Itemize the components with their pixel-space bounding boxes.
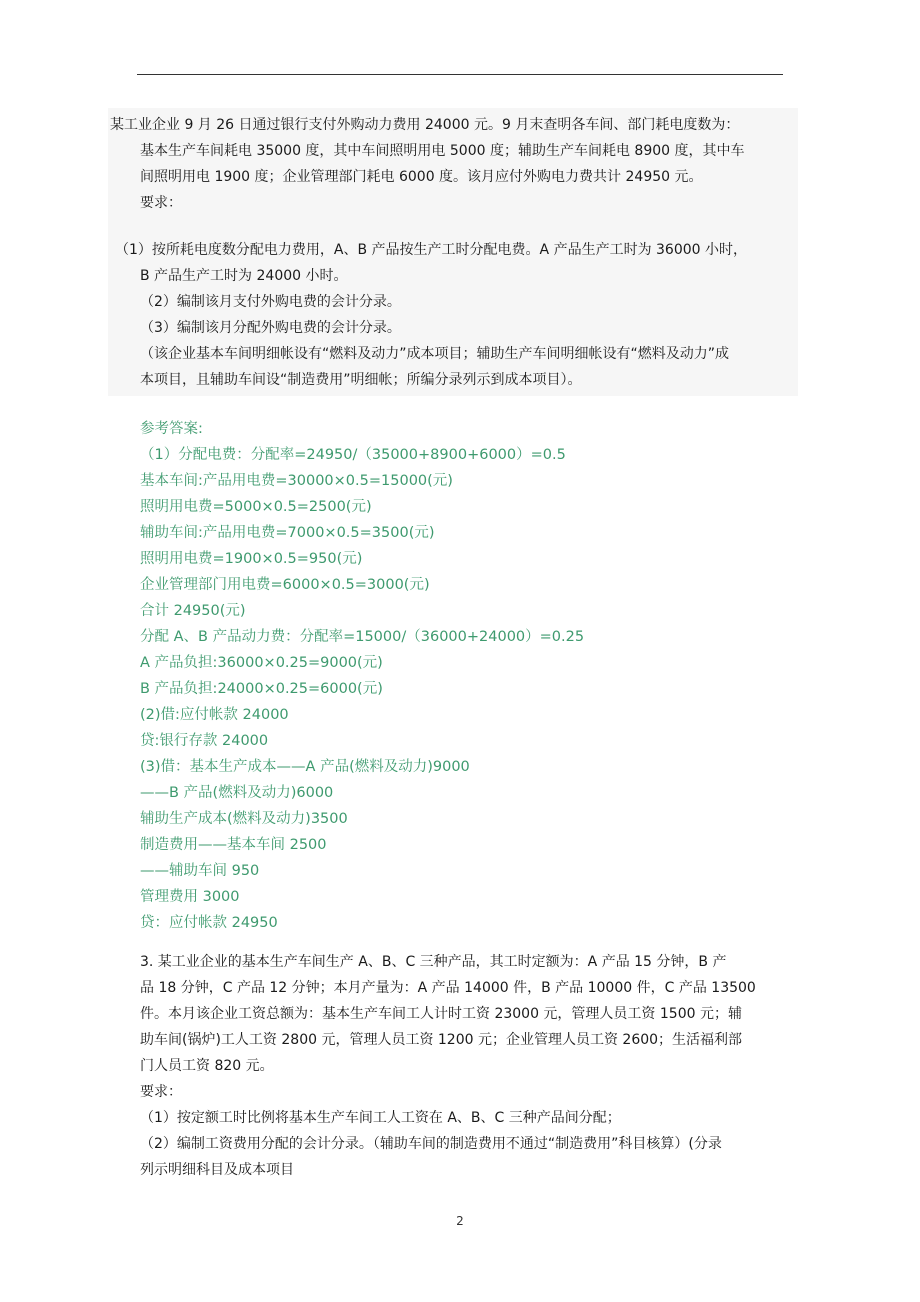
answer-line: 贷：应付帐款 24950 (140, 915, 278, 931)
answer-line: 照明用电费=1900×0.5=950(元) (140, 551, 363, 567)
problem-2-line: 某工业企业 9 月 26 日通过银行支付外购动力费用 24000 元。9 月末查明各车间、部门耗电度数为： (110, 117, 740, 133)
page-number: 2 (456, 1214, 464, 1228)
answer-line: 制造费用——基本车间 2500 (140, 837, 327, 853)
answer-line: 基本车间:产品用电费=30000×0.5=15000(元) (140, 473, 453, 489)
problem-3-line: 门人员工资 820 元。 (140, 1058, 274, 1074)
answer-line: ——B 产品(燃料及动力)6000 (140, 785, 334, 801)
problem-2-line: （2）编制该月支付外购电费的会计分录。 (140, 294, 401, 310)
problem-2-line: （3）编制该月分配外购电费的会计分录。 (140, 320, 401, 336)
problem-2-line: （该企业基本车间明细帐设有“燃料及动力”成本项目；辅助生产车间明细帐设有“燃料及动力”成 (140, 346, 730, 362)
answer-line: 分配 A、B 产品动力费：分配率=15000/（36000+24000）=0.25 (140, 629, 585, 645)
problem-3-line: 列示明细科目及成本项目 (140, 1162, 294, 1178)
problem-3-line: 品 18 分钟，C 产品 12 分钟；本月产量为：A 产品 14000 件，B 产品 10000 件，C 产品 13500 (140, 980, 756, 996)
problem-3-line: （1）按定额工时比例将基本生产车间工人工资在 A、B、C 三种产品间分配； (140, 1110, 621, 1126)
problem-2-line: 本项目，且辅助车间设“制造费用”明细帐；所编分录列示到成本项目）。 (140, 372, 582, 388)
problem-2-line: B 产品生产工时为 24000 小时。 (140, 268, 348, 284)
answer-line: 管理费用 3000 (140, 889, 240, 905)
header-rule (137, 74, 783, 75)
answer-line: 参考答案: (140, 421, 203, 437)
answer-line: （1）分配电费：分配率=24950/（35000+8900+6000）=0.5 (140, 447, 566, 463)
problem-3-line: 3. 某工业企业的基本生产车间生产 A、B、C 三种产品，其工时定额为：A 产品 15 分钟，B 产 (140, 954, 727, 970)
answer-line: B 产品负担:24000×0.25=6000(元) (140, 681, 383, 697)
answer-line: 辅助生产成本(燃料及动力)3500 (140, 811, 348, 827)
problem-3-line: 件。本月该企业工资总额为：基本生产车间工人计时工资 23000 元，管理人员工资 1500 元；辅 (140, 1006, 742, 1022)
answer-line: 贷:银行存款 24000 (140, 733, 269, 749)
problem-3-line: 助车间(锅炉)工人工资 2800 元，管理人员工资 1200 元；企业管理人员工资 2600；生活福利部 (140, 1032, 743, 1048)
problem-3-line: 要求： (140, 1084, 182, 1100)
answer-line: (2)借:应付帐款 24000 (140, 707, 289, 723)
answer-line: ——辅助车间 950 (140, 863, 260, 879)
problem-3-line: （2）编制工资费用分配的会计分录。（辅助车间的制造费用不通过“制造费用”科目核算）(分录 (140, 1136, 722, 1152)
answer-line: 辅助车间:产品用电费=7000×0.5=3500(元) (140, 525, 435, 541)
answer-line: 合计 24950(元) (140, 603, 246, 619)
problem-2-line: 要求： (140, 195, 182, 211)
problem-2-line: 基本生产车间耗电 35000 度，其中车间照明用电 5000 度；辅助生产车间耗电 8900 度，其中车 (140, 143, 745, 159)
answer-line: 照明用电费=5000×0.5=2500(元) (140, 499, 372, 515)
answer-line: (3)借：基本生产成本——A 产品(燃料及动力)9000 (140, 759, 470, 775)
problem-2-line: （1）按所耗电度数分配电力费用，A、B 产品按生产工时分配电费。A 产品生产工时为 36000 小时， (115, 242, 748, 258)
answer-line: A 产品负担:36000×0.25=9000(元) (140, 655, 383, 671)
problem-2-line: 间照明用电 1900 度；企业管理部门耗电 6000 度。该月应付外购电力费共计 24950 元。 (140, 169, 703, 185)
answer-line: 企业管理部门用电费=6000×0.5=3000(元) (140, 577, 430, 593)
